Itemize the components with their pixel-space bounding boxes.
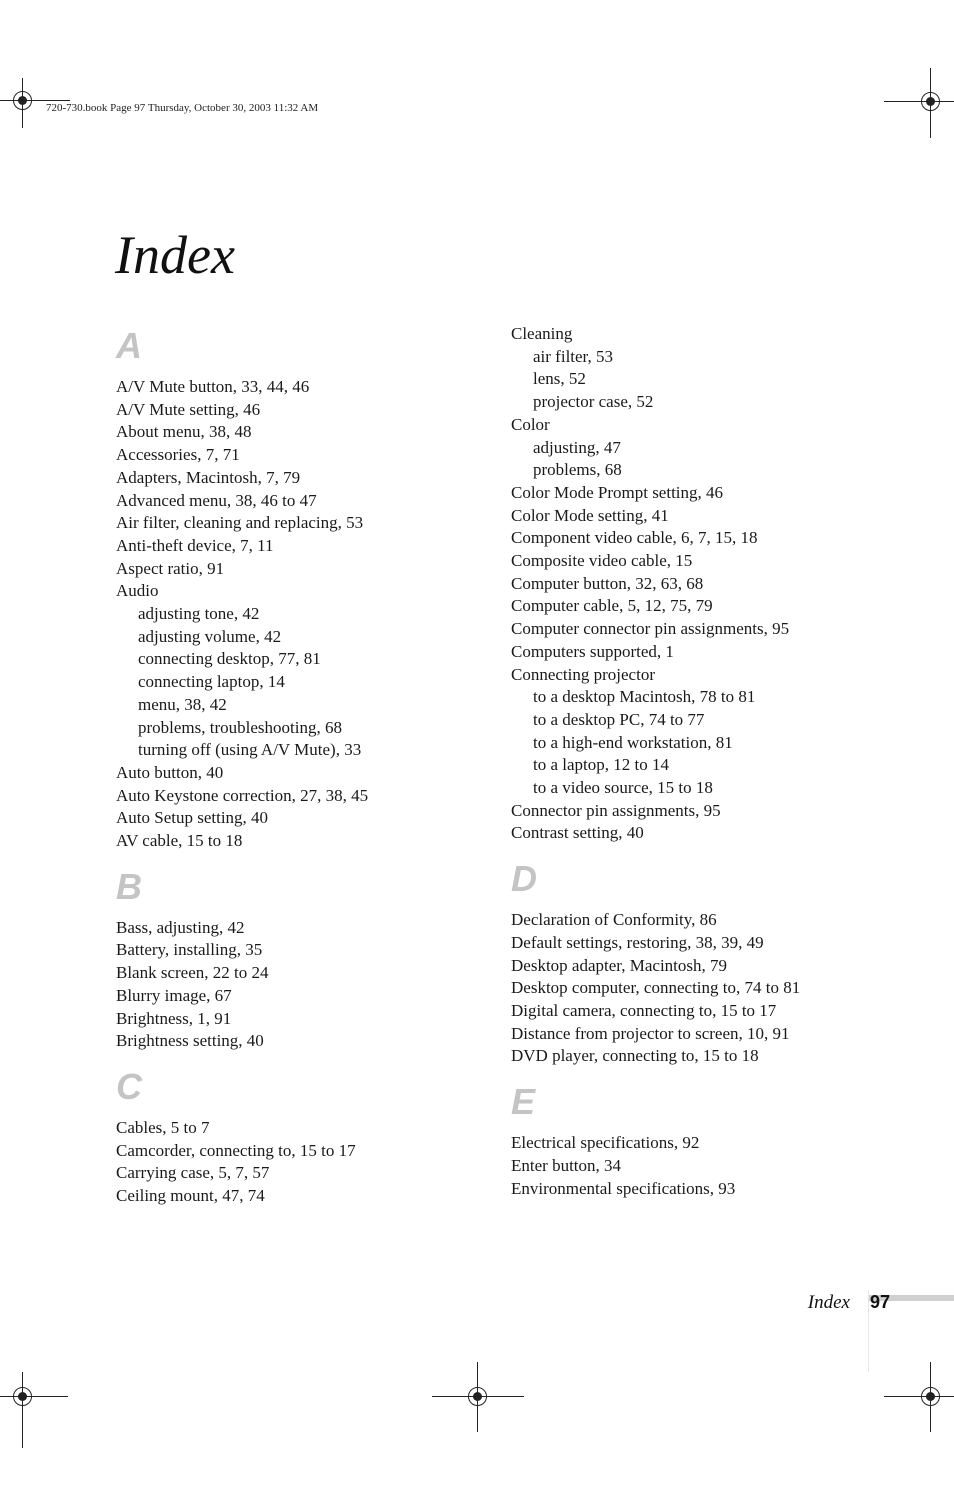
index-entry: Desktop adapter, Macintosh, 79 — [511, 955, 728, 975]
index-group — [116, 324, 506, 853]
index-entry: Electrical specifications, 92 — [511, 1133, 700, 1153]
index-subentry: air filter, 53 — [533, 346, 614, 366]
index-column-right — [511, 323, 901, 1200]
index-group — [511, 857, 901, 1068]
index-entry: About menu, 38, 48 — [116, 422, 252, 442]
index-entry: Accessories, 7, 71 — [116, 445, 240, 465]
index-entry: Component video cable, 6, 7, 15, 18 — [511, 528, 758, 548]
index-entry: Auto button, 40 — [116, 762, 224, 782]
index-entry: Ceiling mount, 47, 74 — [116, 1186, 265, 1206]
index-group — [116, 865, 506, 1053]
index-entry: Cleaning — [511, 324, 573, 343]
index-entry: Anti-theft device, 7, 11 — [116, 535, 274, 555]
print-info-header: 720-730.book Page 97 Thursday, October 30, 2003 11:32 AM — [46, 102, 319, 114]
index-entry: Computer connector pin assignments, 95 — [511, 619, 790, 639]
index-entry: Aspect ratio, 91 — [116, 558, 225, 578]
index-entry: Composite video cable, 15 — [511, 551, 693, 571]
registration-mark-bottom-right — [884, 1362, 954, 1432]
index-entry: Computer cable, 5, 12, 75, 79 — [511, 596, 713, 616]
index-group — [511, 1080, 901, 1200]
section-letter: E — [511, 1081, 536, 1123]
index-entry: Computer button, 32, 63, 68 — [511, 573, 704, 593]
index-group — [511, 323, 901, 845]
index-subentry: adjusting tone, 42 — [138, 604, 260, 624]
index-entry: Advanced menu, 38, 46 to 47 — [116, 490, 317, 510]
registration-mark-bottom-left — [0, 1372, 70, 1448]
index-subentry: to a video source, 15 to 18 — [533, 778, 713, 798]
section-letter: C — [116, 1065, 142, 1107]
page-title: Index — [115, 225, 235, 285]
index-entry: Blank screen, 22 to 24 — [116, 963, 269, 983]
index-group — [116, 1065, 506, 1208]
index-entry: Battery, installing, 35 — [116, 940, 263, 960]
index-entry: AV cable, 15 to 18 — [116, 831, 243, 851]
index-entry: Enter button, 34 — [511, 1155, 622, 1175]
index-entry: A/V Mute setting, 46 — [116, 399, 261, 419]
index-entry: Brightness setting, 40 — [116, 1031, 264, 1051]
index-entry: Color — [511, 414, 550, 434]
index-entry: Contrast setting, 40 — [511, 823, 644, 843]
section-letter: A — [116, 325, 142, 366]
index-subentry: projector case, 52 — [533, 392, 654, 412]
index-column-left — [116, 320, 506, 1208]
index-entry: Carrying case, 5, 7, 57 — [116, 1163, 270, 1183]
index-subentry: adjusting volume, 42 — [138, 626, 282, 646]
index-subentry: connecting laptop, 14 — [138, 672, 285, 692]
page-footer — [0, 1290, 954, 1320]
index-entry: Distance from projector to screen, 10, 91 — [511, 1023, 790, 1043]
registration-mark-top-right — [884, 68, 954, 138]
index-entry: Auto Setup setting, 40 — [116, 808, 269, 828]
index-entry: Camcorder, connecting to, 15 to 17 — [116, 1140, 356, 1160]
index-subentry: adjusting, 47 — [533, 437, 621, 457]
footer-section-label: Index — [807, 1292, 850, 1313]
index-entry: Connector pin assignments, 95 — [511, 800, 721, 820]
section-letter: D — [511, 858, 537, 900]
index-entry: Adapters, Macintosh, 7, 79 — [116, 467, 301, 487]
index-subentry: problems, troubleshooting, 68 — [138, 717, 342, 737]
index-subentry: to a laptop, 12 to 14 — [533, 755, 669, 775]
index-entry: Auto Keystone correction, 27, 38, 45 — [116, 785, 369, 805]
index-entry: DVD player, connecting to, 15 to 18 — [511, 1046, 759, 1066]
index-entry: Computers supported, 1 — [511, 641, 674, 661]
index-entry: Brightness, 1, 91 — [116, 1008, 232, 1028]
index-subentry: to a desktop PC, 74 to 77 — [533, 709, 705, 729]
index-entry: A/V Mute button, 33, 44, 46 — [116, 377, 310, 396]
index-entry: Color Mode setting, 41 — [511, 505, 669, 525]
index-subentry: problems, 68 — [533, 460, 622, 480]
index-entry: Blurry image, 67 — [116, 985, 232, 1005]
section-letter: B — [116, 865, 142, 907]
index-subentry: lens, 52 — [533, 369, 586, 389]
index-entry: Color Mode Prompt setting, 46 — [511, 482, 724, 502]
footer-rule — [868, 1290, 869, 1372]
index-entry: Cables, 5 to 7 — [116, 1117, 210, 1137]
index-subentry: to a desktop Macintosh, 78 to 81 — [533, 687, 756, 707]
page-number: 97 — [870, 1292, 891, 1312]
registration-mark-bottom-center — [432, 1362, 524, 1432]
index-entry: Desktop computer, connecting to, 74 to 81 — [511, 978, 801, 998]
index-subentry: turning off (using A/V Mute), 33 — [138, 740, 362, 760]
index-entry: Declaration of Conformity, 86 — [511, 910, 717, 930]
index-entry: Bass, adjusting, 42 — [116, 917, 245, 937]
index-entry: Environmental specifications, 93 — [511, 1178, 736, 1198]
index-subentry: to a high-end workstation, 81 — [533, 732, 733, 752]
index-entry: Default settings, restoring, 38, 39, 49 — [511, 932, 764, 952]
index-entry: Digital camera, connecting to, 15 to 17 — [511, 1000, 777, 1020]
index-subentry: menu, 38, 42 — [138, 694, 227, 714]
index-entry: Connecting projector — [511, 664, 655, 684]
index-subentry: connecting desktop, 77, 81 — [138, 649, 321, 669]
index-entry: Air filter, cleaning and replacing, 53 — [116, 513, 364, 533]
index-entry: Audio — [116, 581, 159, 601]
